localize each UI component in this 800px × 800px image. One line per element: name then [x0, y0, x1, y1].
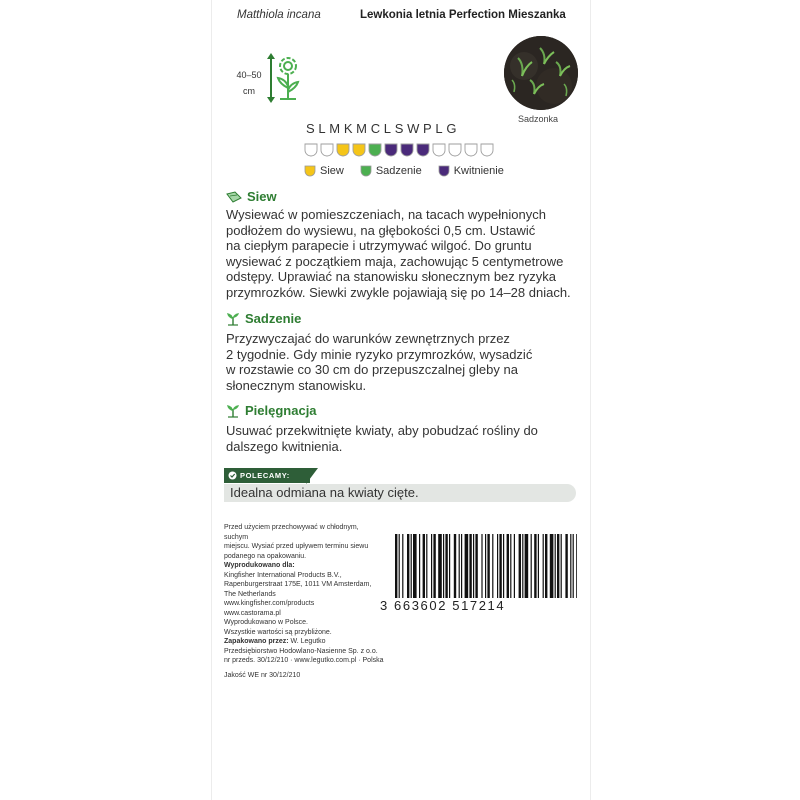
- barcode-bar: [514, 534, 515, 598]
- legend-sadzenie-label: Sadzenie: [375, 165, 422, 177]
- calendar-legend: [304, 165, 520, 177]
- barcode-bar: [413, 534, 417, 598]
- barcode-bar: [461, 534, 462, 598]
- legend-sadzenie: [360, 165, 422, 177]
- month-markers: [304, 143, 494, 157]
- section-text-siew: [226, 207, 576, 300]
- siew-drop-icon: [304, 165, 316, 177]
- kwitnienie-drop-icon: [438, 165, 450, 177]
- latin-name: Matthiola incana: [237, 9, 321, 21]
- month-letter: P: [423, 121, 433, 136]
- seed-packet-icon: [226, 191, 242, 203]
- barcode-bar: [407, 534, 409, 598]
- photo-caption: Sadzonka: [518, 114, 559, 124]
- text-line: Usuwać przekwitnięte kwiaty, aby pobudzać rośliny do: [226, 423, 538, 438]
- legend-kwitnienie: [438, 165, 504, 177]
- barcode-digits: 3 663602 517214: [380, 598, 506, 613]
- month-letter: S: [394, 121, 404, 136]
- height-arrow-icon: [264, 52, 306, 104]
- month-marker-kwitnienie: [416, 143, 430, 157]
- text-line: wysiewać z początkiem maja, zachowując 5 centymetrowe: [226, 253, 564, 269]
- barcode-bar: [445, 534, 447, 598]
- text-line: Wysiewać w pomieszczeniach, na tacach wypełnionych: [226, 207, 546, 222]
- barcode: [395, 534, 577, 598]
- month-marker-sadzenie: [368, 143, 382, 157]
- sadzenie-drop-icon: [360, 165, 372, 177]
- barcode-bar: [519, 534, 521, 598]
- section-text-pielegnacja: [226, 423, 576, 454]
- barcode-bar: [538, 534, 539, 598]
- barcode-bar: [510, 534, 511, 598]
- barcode-bar: [443, 534, 444, 598]
- text-line: 2 tygodnie. Gdy minie ryzyko przymrozków, wysadzić: [226, 346, 533, 362]
- barcode-bar: [531, 534, 532, 598]
- barcode-bar: [497, 534, 498, 598]
- barcode-bar: [570, 534, 571, 598]
- text-line: słonecznym stanowisku.: [226, 377, 367, 393]
- height-value: 40–50: [236, 70, 262, 80]
- month-marker-siew: [336, 143, 350, 157]
- month-marker-empty: [464, 143, 478, 157]
- text-line: dalszego kwitnienia.: [226, 438, 343, 454]
- month-letter: M: [356, 121, 368, 136]
- height-unit: cm: [243, 86, 255, 96]
- barcode-bar: [503, 534, 504, 598]
- barcode-bar: [499, 534, 501, 598]
- seedling-photo: [504, 36, 578, 110]
- month-letter: W: [407, 121, 420, 136]
- month-marker-kwitnienie: [400, 143, 414, 157]
- barcode-bar: [454, 534, 456, 598]
- barcode-bar: [576, 534, 577, 598]
- section-title-pielegnacja: Pielęgnacja: [226, 403, 317, 418]
- barcode-bar: [465, 534, 469, 598]
- text-line: na ciepłym parapecie i utrzymywać wilgoć. Do gruntu: [226, 238, 532, 253]
- barcode-bar: [522, 534, 523, 598]
- month-marker-empty: [480, 143, 494, 157]
- barcode-bar: [507, 534, 509, 598]
- month-marker-empty: [304, 143, 318, 157]
- month-letter: L: [383, 121, 392, 136]
- text-line: przymrozków. Siewki zwykle pojawiają się po 14–28 dniach.: [226, 284, 571, 300]
- legend-siew-label: Siew: [320, 165, 344, 177]
- month-marker-empty: [448, 143, 462, 157]
- section-title-siew: Siew: [226, 189, 277, 204]
- text-line: odstępy. Uprawiać na stanowisku słonecznym bez ryzyka: [226, 269, 556, 284]
- legend-siew: [304, 165, 344, 177]
- barcode-bar: [438, 534, 442, 598]
- barcode-bar: [399, 534, 400, 598]
- barcode-bar: [459, 534, 460, 598]
- month-letter: G: [446, 121, 457, 136]
- legend-kwitnienie-label: Kwitnienie: [453, 165, 504, 177]
- barcode-bar: [475, 534, 477, 598]
- barcode-bar: [431, 534, 432, 598]
- fine-print: Przed użyciem przechowywać w chłodnym, suchym miejscu. Wysiać przed upływem terminu siewu podanego na opakowaniu. Wyprodukowano dla: Kingfisher International Products B.V., Rapenburgerstraat 175E, 1011 VM Amsterdam, The Netherlands www.kingfisher.com/products www.castorama.pl Wyprodukowano w Polsce. Wszystkie wartości są przybliżone. Zapakowano przez: W. Legutko Przedsiębiorstwo Hodowlano-Nasienne Sp. z o.o. nr przeds. 30/12/210 · www.legutko.com.pl · Polska Jakość WE nr 30/12/210: [224, 524, 384, 679]
- barcode-bar: [395, 534, 397, 598]
- month-letter: L: [435, 121, 444, 136]
- barcode-bar: [487, 534, 489, 598]
- barcode-bar: [426, 534, 427, 598]
- barcode-bar: [525, 534, 529, 598]
- month-letter: S: [306, 121, 316, 136]
- barcode-bar: [543, 534, 544, 598]
- text-line: podłożem do wysiewu, na głębokości 0,5 cm. Ustawić: [226, 222, 536, 238]
- recommend-tag: POLECAMY:: [224, 468, 310, 483]
- barcode-bar: [557, 534, 559, 598]
- barcode-bar: [485, 534, 486, 598]
- text-line: Przyzwyczajać do warunków zewnętrznych przez: [226, 331, 510, 346]
- month-letter: C: [370, 121, 381, 136]
- month-marker-siew: [352, 143, 366, 157]
- barcode-bar: [565, 534, 567, 598]
- tag-corner: [306, 468, 318, 484]
- plant-care-icon: [226, 404, 240, 418]
- month-marker-empty: [432, 143, 446, 157]
- barcode-bar: [534, 534, 536, 598]
- section-title-sadzenie: Sadzenie: [226, 311, 301, 326]
- barcode-bar: [561, 534, 562, 598]
- barcode-bar: [449, 534, 450, 598]
- barcode-bar: [402, 534, 403, 598]
- barcode-bar: [411, 534, 412, 598]
- text-line: w rozstawie co 30 cm do przepuszczalnej gleby na: [226, 362, 518, 377]
- month-letters: [306, 121, 457, 136]
- height-label: [232, 67, 266, 99]
- barcode-bar: [573, 534, 574, 598]
- month-marker-empty: [320, 143, 334, 157]
- barcode-bar: [433, 534, 435, 598]
- seed-packet-back: [211, 0, 591, 800]
- recommend-text: Idealna odmiana na kwiaty cięte.: [224, 484, 576, 502]
- barcode-bar: [469, 534, 471, 598]
- barcode-bar: [555, 534, 556, 598]
- seedling-image: [504, 36, 578, 110]
- month-letter: M: [329, 121, 341, 136]
- barcode-bar: [423, 534, 425, 598]
- month-marker-kwitnienie: [384, 143, 398, 157]
- month-letter: L: [318, 121, 327, 136]
- barcode-bar: [481, 534, 482, 598]
- month-letter: K: [343, 121, 353, 136]
- barcode-bar: [419, 534, 420, 598]
- barcode-bar: [473, 534, 474, 598]
- common-name: Lewkonia letnia Perfection Mieszanka: [360, 9, 566, 21]
- badge-icon: [228, 471, 237, 480]
- barcode-bar: [545, 534, 547, 598]
- barcode-bar: [492, 534, 493, 598]
- section-text-sadzenie: [226, 331, 576, 393]
- barcode-bar: [550, 534, 554, 598]
- sprout-icon: [226, 312, 240, 326]
